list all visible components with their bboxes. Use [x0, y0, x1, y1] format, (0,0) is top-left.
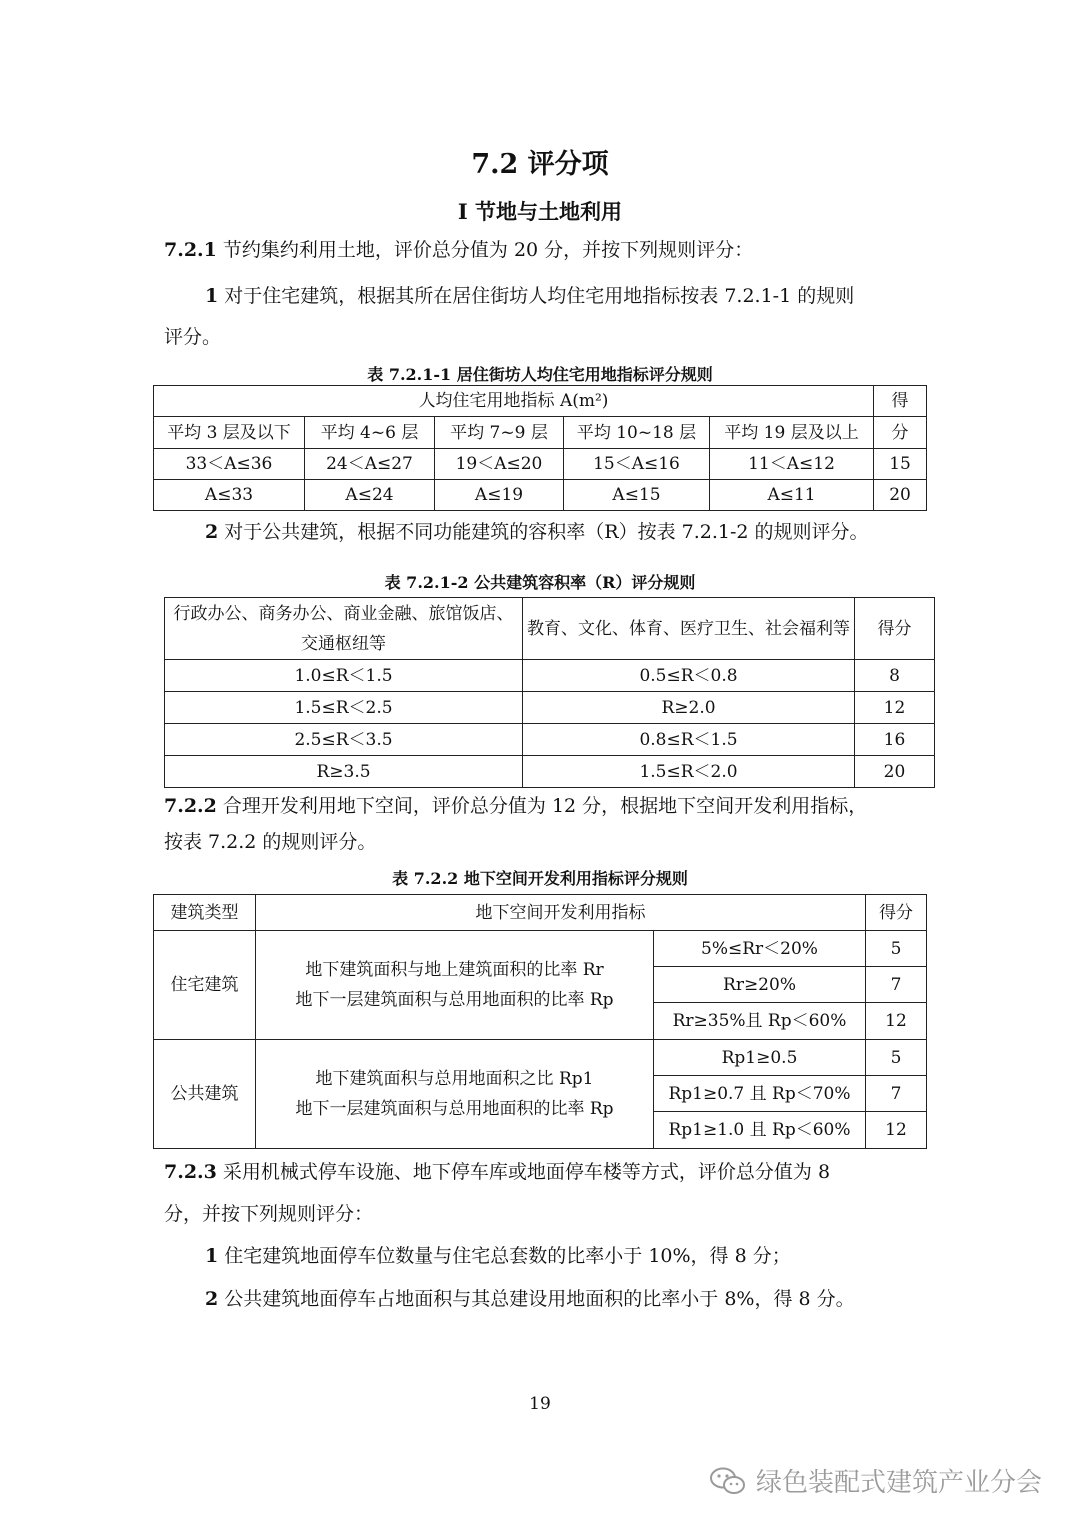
- score-cell: 12: [855, 692, 935, 724]
- clause-7-2-2: [164, 794, 867, 818]
- item-text: 对于公共建筑，根据不同功能建筑的容积率（R）按表 7.2.1-2 的规则评分。: [218, 521, 869, 543]
- table-cell: 0.8≤R＜1.5: [523, 724, 855, 756]
- item-continuation: 评分。: [164, 326, 222, 348]
- watermark-text: 绿色装配式建筑产业分会: [756, 1468, 1043, 1498]
- table-row: [154, 480, 927, 511]
- clause-7-2-3: [164, 1160, 830, 1184]
- score-cell: 20: [855, 756, 935, 788]
- table-cell: R≥3.5: [165, 756, 523, 788]
- clause-7-2-1: [164, 238, 753, 262]
- table-underground-space: [153, 894, 927, 1149]
- table-cell: 33＜A≤36: [154, 449, 305, 480]
- condition-cell: 5%≤Rr＜20%: [654, 931, 866, 967]
- table-cell: 19＜A≤20: [435, 449, 564, 480]
- item-number: 1: [205, 1245, 219, 1267]
- table-row: [154, 449, 927, 480]
- clause-text: 合理开发利用地下空间，评价总分值为 12 分，根据地下空间开发利用指标，: [216, 795, 868, 817]
- index-line: 地下建筑面积与总用地面积之比 Rp1: [315, 1069, 594, 1089]
- score-cell: 5: [866, 931, 927, 967]
- clause-continuation: 分，并按下列规则评分：: [164, 1203, 374, 1225]
- item-text: 对于住宅建筑，根据其所在居住街坊人均住宅用地指标按表 7.2.1-1 的规则: [218, 285, 855, 307]
- item-text: 公共建筑地面停车占地面积与其总建设用地面积的比率小于 8%，得 8 分。: [218, 1288, 855, 1310]
- column-header: 行政办公、商务办公、商业金融、旅馆饭店、交通枢纽等: [165, 598, 523, 660]
- score-cell: 15: [874, 449, 927, 480]
- building-type-cell: 住宅建筑: [154, 931, 256, 1040]
- table-cell: 1.5≤R＜2.5: [165, 692, 523, 724]
- page-number: 19: [529, 1394, 551, 1414]
- column-header: 平均 4~6 层: [305, 417, 435, 449]
- score-cell: 16: [855, 724, 935, 756]
- column-header: 平均 3 层及以下: [154, 417, 305, 449]
- condition-cell: Rr≥20%: [654, 967, 866, 1003]
- clause-continuation: 按表 7.2.2 的规则评分。: [164, 831, 377, 853]
- table-residential-land-index: [153, 385, 927, 511]
- table-cell: A≤11: [710, 480, 874, 511]
- column-header: 得分: [855, 598, 935, 660]
- condition-cell: Rp1≥0.5: [654, 1040, 866, 1076]
- score-cell: 5: [866, 1040, 927, 1076]
- condition-cell: Rp1≥0.7 且 Rp＜70%: [654, 1076, 866, 1112]
- index-line: 地下建筑面积与地上建筑面积的比率 Rr: [305, 960, 604, 980]
- score-cell: 7: [866, 967, 927, 1003]
- table-row: [165, 724, 935, 756]
- table-cell: A≤19: [435, 480, 564, 511]
- section-title: 7.2 评分项: [471, 149, 609, 180]
- table-cell: 15＜A≤16: [564, 449, 710, 480]
- score-cell: 12: [866, 1112, 927, 1149]
- table-cell: 1.5≤R＜2.0: [523, 756, 855, 788]
- column-header: 平均 7~9 层: [435, 417, 564, 449]
- item-7-2-1-2: [205, 520, 869, 544]
- score-cell: 7: [866, 1076, 927, 1112]
- table-caption: 表 7.2.1-2 公共建筑容积率（R）评分规则: [384, 573, 696, 592]
- table-cell: 1.0≤R＜1.5: [165, 660, 523, 692]
- watermark: [708, 1462, 1042, 1499]
- column-header: 建筑类型: [154, 895, 256, 931]
- table-public-far: [164, 597, 935, 788]
- item-number: 2: [205, 521, 219, 543]
- wechat-icon: [708, 1466, 748, 1496]
- column-header: 地下空间开发利用指标: [256, 895, 866, 931]
- clause-text: 采用机械式停车设施、地下停车库或地面停车楼等方式，评价总分值为 8: [216, 1161, 831, 1183]
- column-header: 得分: [866, 895, 927, 931]
- table-row: [165, 692, 935, 724]
- building-type-cell: 公共建筑: [154, 1040, 256, 1149]
- column-header: 教育、文化、体育、医疗卫生、社会福利等: [523, 598, 855, 660]
- item-7-2-3-2: [205, 1287, 855, 1311]
- table-cell: A≤33: [154, 480, 305, 511]
- item-7-2-3-1: [205, 1244, 791, 1268]
- table-cell: 24＜A≤27: [305, 449, 435, 480]
- header-label: 人均住宅用地指标 A(m²): [418, 391, 609, 411]
- column-header: 平均 19 层及以上: [710, 417, 874, 449]
- table-header: 得: [874, 386, 927, 417]
- index-cell: [256, 1040, 654, 1149]
- table-caption: 表 7.2.2 地下空间开发利用指标评分规则: [392, 869, 688, 888]
- clause-number: 7.2.2: [164, 795, 217, 817]
- table-row: [165, 660, 935, 692]
- table-header: [154, 386, 874, 417]
- condition-cell: Rp1≥1.0 且 Rp＜60%: [654, 1112, 866, 1149]
- score-cell: 20: [874, 480, 927, 511]
- table-cell: 0.5≤R＜0.8: [523, 660, 855, 692]
- table-cell: 11＜A≤12: [710, 449, 874, 480]
- table-row: [154, 1040, 927, 1076]
- index-line: 地下一层建筑面积与总用地面积的比率 Rp: [295, 1099, 614, 1119]
- item-number: 2: [205, 1288, 219, 1310]
- subsection-title: I 节地与土地利用: [457, 199, 623, 224]
- column-header: 平均 10~18 层: [564, 417, 710, 449]
- clause-text: 节约集约利用土地，评价总分值为 20 分，并按下列规则评分：: [216, 239, 754, 261]
- index-cell: [256, 931, 654, 1040]
- table-caption: 表 7.2.1-1 居住街坊人均住宅用地指标评分规则: [367, 365, 713, 384]
- score-cell: 12: [866, 1003, 927, 1040]
- index-line: 地下一层建筑面积与总用地面积的比率 Rp: [295, 990, 614, 1010]
- table-cell: A≤24: [305, 480, 435, 511]
- item-7-2-1-1: [205, 284, 854, 308]
- table-cell: R≥2.0: [523, 692, 855, 724]
- table-row: [154, 931, 927, 967]
- table-cell: A≤15: [564, 480, 710, 511]
- table-row: [165, 756, 935, 788]
- score-cell: 8: [855, 660, 935, 692]
- item-number: 1: [205, 285, 219, 307]
- clause-number: 7.2.3: [164, 1161, 217, 1183]
- item-text: 住宅建筑地面停车位数量与住宅总套数的比率小于 10%，得 8 分；: [218, 1245, 791, 1267]
- table-header: 分: [874, 417, 927, 449]
- condition-cell: Rr≥35%且 Rp＜60%: [654, 1003, 866, 1040]
- table-cell: 2.5≤R＜3.5: [165, 724, 523, 756]
- clause-number: 7.2.1: [164, 239, 217, 261]
